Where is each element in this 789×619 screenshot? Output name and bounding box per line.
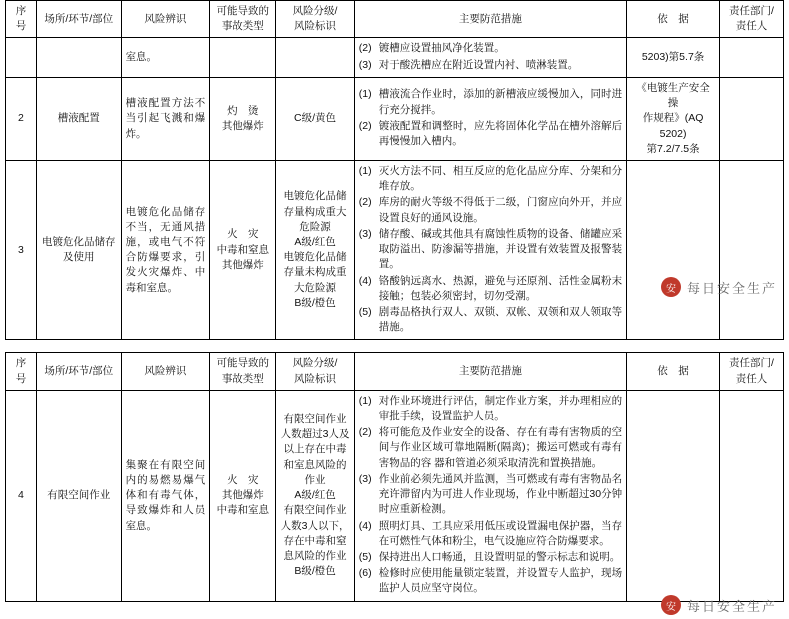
measure-item: (2) 库房的耐火等级不得低于二级，门窗应向外开，并应设置良好的通风设施。 (358, 196, 623, 224)
measure-item: (5) 保持进出人口畅通，且设置明显的警示标志和说明。 (358, 551, 621, 563)
cell-accident (210, 38, 276, 77)
cell-accident: 火 灾 中毒和窒息 其他爆炸 (210, 160, 276, 339)
measure-item: (6) 检修时应使用能量锁定装置，并设置专人监护，现场监护人员应坚守岗位。 (358, 567, 623, 595)
watermark-text: 每日安全生产 (686, 280, 777, 296)
safety-badge-icon: 安 (661, 595, 681, 615)
cell-measures (354, 38, 626, 77)
cell-no: 2 (6, 77, 37, 160)
table-header-row (6, 353, 784, 390)
table-row (6, 390, 784, 601)
cell-risk: 集聚在有限空间内的易燃易爆气体和有毒气体，导致爆炸和人员室息。 (121, 390, 210, 601)
header-accident: 可能导致的 事故类型 (210, 353, 276, 390)
table-row (6, 38, 784, 77)
measure-item: (1) 槽液流合作业时，添加的新槽液应缓慢加入，同时进行充分搅拌。 (358, 88, 623, 116)
measure-item: (3) 作业前必须先通风并监测，当可燃或有毒有害物品名充许滞留内为可进人作业现场，作业中断超过30分钟时应重新检测。 (358, 472, 623, 516)
cell-dept (719, 38, 783, 77)
header-accident: 可能导致的 事故类型 (210, 1, 276, 38)
page-break-gap (0, 340, 789, 352)
safety-badge-icon: 安 (661, 277, 681, 297)
table-header-row (6, 1, 784, 38)
cell-measures (354, 390, 626, 601)
header-level: 风险分级/ 风险标识 (276, 353, 354, 390)
cell-basis (627, 390, 720, 601)
measure-item: (3) 对于酸洗槽应在附近设置内衬、喷淋装置。 (358, 58, 579, 71)
cell-place: 电镀危化品储存及使用 (36, 160, 121, 339)
cell-basis: 5203)第5.7条 (627, 38, 720, 77)
header-basis: 依 据 (627, 353, 720, 390)
cell-basis: 《电镀生产安全操 作规程》(AQ 5202) 第7.2/7.5条 (627, 77, 720, 160)
cell-risk: 槽液配置方法不当引起飞溅和爆炸。 (121, 77, 210, 160)
measure-item: (1) 灭火方法不同、相互反应的危化品应分库、分架和分堆存放。 (358, 164, 623, 193)
cell-level (276, 38, 354, 77)
header-place: 场所/环节/部位 (36, 1, 121, 38)
cell-level: C级/黄色 (276, 77, 354, 160)
measure-item: (2) 镀槽应设置抽风净化装置。 (358, 42, 505, 55)
cell-level: 有限空间作业人数超过3人及以上存在中毒和室息风险的作业 A级/红色 有限空间作业人数3人以下，存在中毒和窒息风险的作业 B级/橙色 (276, 390, 354, 601)
header-place: 场所/环节/部位 (36, 353, 121, 390)
header-dept: 责任部门/ 责任人 (719, 353, 783, 390)
cell-no: 4 (6, 390, 37, 601)
cell-no (6, 38, 37, 77)
cell-accident: 火 灾 其他爆炸 中毒和室息 (210, 390, 276, 601)
risk-table-bottom (5, 352, 784, 601)
measure-item: (4) 铬酸钠远离水、热源，避免与还原剂、活性金属粉末接触；包装必须密封，切勿受潮。 (358, 274, 623, 302)
cell-accident: 灼 烫 其他爆炸 (210, 77, 276, 160)
cell-place (36, 38, 121, 77)
cell-dept (719, 390, 783, 601)
measure-item: (2) 镀液配置和调整时，应先将固体化学品在槽外溶解后再慢慢加入槽内。 (358, 119, 623, 148)
measure-item: (4) 照明灯具、工具应采用低压或设置漏电保护器，当存在可燃性气体和粉尘，电气设施应符合防爆要求。 (358, 519, 623, 547)
cell-basis (627, 160, 720, 339)
measure-item: (2) 将可能危及作业安全的设备、存在有毒有害物质的空间与作业区域可靠地隔断(隔离)；搬运可燃或有毒有害物品的容 器和管道必须采取清洗和置换措施。 (358, 426, 623, 469)
cell-dept (719, 160, 783, 339)
header-measures: 主要防范措施 (354, 1, 626, 38)
cell-no: 3 (6, 160, 37, 339)
header-risk: 风险辨识 (121, 1, 210, 38)
header-dept: 责任部门/ 责任人 (719, 1, 783, 38)
header-no: 序 号 (6, 353, 37, 390)
table-row (6, 77, 784, 160)
cell-measures (354, 77, 626, 160)
measure-item: (5) 剧毒品格执行双人、双锁、双帐、双领和双人领取等措施。 (358, 305, 623, 334)
watermark-text: 每日安全生产 (686, 598, 777, 614)
header-no: 序 号 (6, 1, 37, 38)
header-level: 风险分级/ 风险标识 (276, 1, 354, 38)
cell-place: 有限空间作业 (36, 390, 121, 601)
table-row (6, 160, 784, 339)
cell-risk: 电镀危化品储存不当，无通风措施，或电气不符合防爆要求，引发火灾爆炸、中毒和室息。 (121, 160, 210, 339)
cell-measures (354, 160, 626, 339)
measure-item: (1) 对作业环境进行评估，制定作业方案，并办理相应的审批手续，设置监护人员。 (358, 394, 623, 423)
measure-item: (3) 储存酸、碱或其他具有腐蚀性质物的设备、储罐应采取防溢出、防渗漏等措施，并设置有效装置及报警装置。 (358, 227, 623, 271)
cell-place: 槽液配置 (36, 77, 121, 160)
header-risk: 风险辨识 (121, 353, 210, 390)
cell-dept (719, 77, 783, 160)
header-measures: 主要防范措施 (354, 353, 626, 390)
cell-risk: 室息。 (121, 38, 210, 77)
risk-table-top (5, 0, 784, 340)
cell-level: 电镀危化品储存量构成重大危险源 A级/红色 电镀危化品储存量未构成重大危险源 B级/橙色 (276, 160, 354, 339)
header-basis: 依 据 (627, 1, 720, 38)
